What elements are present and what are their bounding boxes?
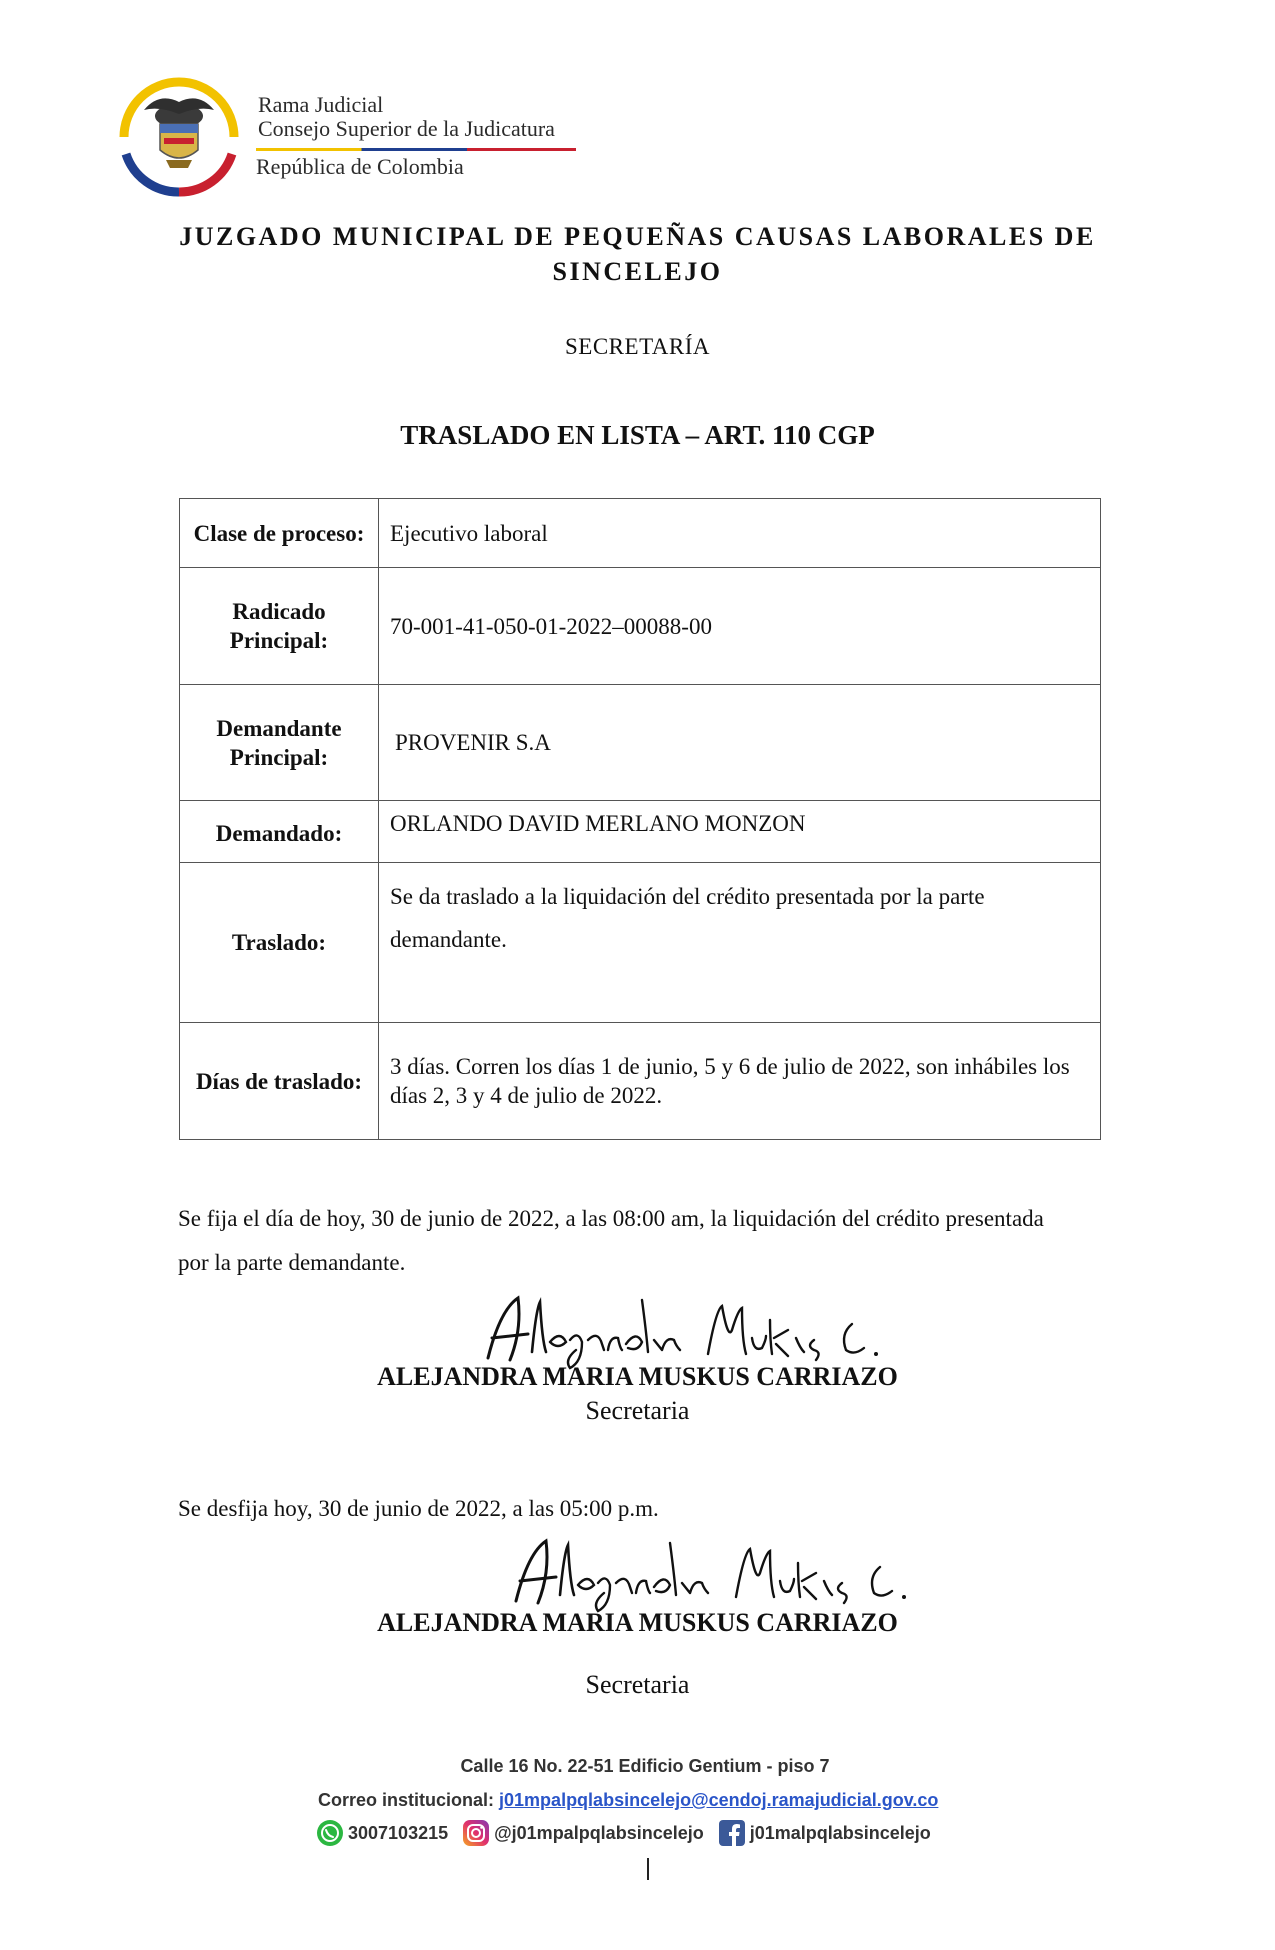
whatsapp-icon[interactable]	[316, 1819, 344, 1847]
value-clase-de-proceso: Ejecutivo laboral	[379, 499, 1101, 568]
facebook-handle[interactable]: j01malpqlabsincelejo	[749, 1822, 931, 1843]
traslado-title: TRASLADO EN LISTA – ART. 110 CGP	[400, 420, 875, 450]
handwritten-signature-2	[498, 1533, 918, 1613]
table-row-dias	[180, 1023, 1101, 1140]
facebook-icon[interactable]	[718, 1819, 746, 1847]
secretaria-label: SECRETARÍA	[565, 334, 710, 359]
value-radicado-principal: 70-001-41-050-01-2022–00088-00	[379, 568, 1101, 685]
table-row-demandante	[180, 685, 1101, 801]
logo-line-consejo: Consejo Superior de la Judicatura	[258, 116, 555, 141]
label-radicado-principal: Radicado Principal:	[180, 568, 379, 685]
handwritten-signature-1	[470, 1290, 890, 1370]
table-row-traslado	[180, 863, 1101, 1023]
value-demandante-principal: PROVENIR S.A	[379, 685, 1101, 801]
label-clase-de-proceso: Clase de proceso:	[180, 499, 379, 568]
logo-line-republica: República de Colombia	[256, 154, 464, 179]
instagram-icon[interactable]	[462, 1819, 490, 1847]
label-dias-de-traslado: Días de traslado:	[180, 1023, 379, 1140]
fija-paragraph: Se fija el día de hoy, 30 de junio de 2022, a las 08:00 am, la liquidación del crédito presentada por la parte demandante.	[178, 1206, 1044, 1275]
logo-tricolor-rule	[256, 148, 576, 151]
signatory-name-2: ALEJANDRA MARIA MUSKUS CARRIAZO	[377, 1608, 898, 1637]
label-traslado: Traslado:	[180, 863, 379, 1023]
label-demandante-principal: Demandante Principal:	[180, 685, 379, 801]
table-row-clase	[180, 499, 1101, 568]
label-demandado: Demandado:	[180, 801, 379, 863]
footer-email-line	[318, 1790, 938, 1811]
signatory-name-1: ALEJANDRA MARIA MUSKUS CARRIAZO	[377, 1362, 898, 1391]
table-row-demandado	[180, 801, 1101, 863]
footer-email-label: Correo institucional:	[318, 1790, 495, 1810]
text-cursor-mark	[647, 1858, 649, 1880]
value-dias-de-traslado: 3 días. Corren los días 1 de junio, 5 y 6 de julio de 2022, son inhábiles los días 2, 3 y 4 de julio de 2022.	[379, 1023, 1101, 1140]
value-traslado: Se da traslado a la liquidación del crédito presentada por la parte demandante.	[379, 863, 1101, 1023]
logo-line-rama-judicial: Rama Judicial	[258, 92, 384, 117]
instagram-handle[interactable]: @j01mpalpqlabsincelejo	[494, 1822, 704, 1843]
footer-address: Calle 16 No. 22-51 Edificio Gentium - piso 7	[460, 1756, 830, 1776]
signatory-role-2: Secretaria	[585, 1670, 690, 1699]
whatsapp-number[interactable]: 3007103215	[348, 1822, 449, 1843]
traslado-info-table	[179, 498, 1101, 1140]
rama-judicial-logo	[104, 62, 254, 212]
footer-social-row	[316, 1819, 945, 1847]
court-title: JUZGADO MUNICIPAL DE PEQUEÑAS CAUSAS LABORALES DE SINCELEJO	[179, 222, 1096, 286]
desfija-paragraph: Se desfija hoy, 30 de junio de 2022, a las 05:00 p.m.	[178, 1496, 659, 1521]
footer-email-link[interactable]: j01mpalpqlabsincelejo@cendoj.ramajudicial.gov.co	[499, 1790, 939, 1810]
value-demandado: ORLANDO DAVID MERLANO MONZON	[379, 801, 1101, 863]
signatory-role-1: Secretaria	[585, 1396, 690, 1425]
table-row-radicado	[180, 568, 1101, 685]
